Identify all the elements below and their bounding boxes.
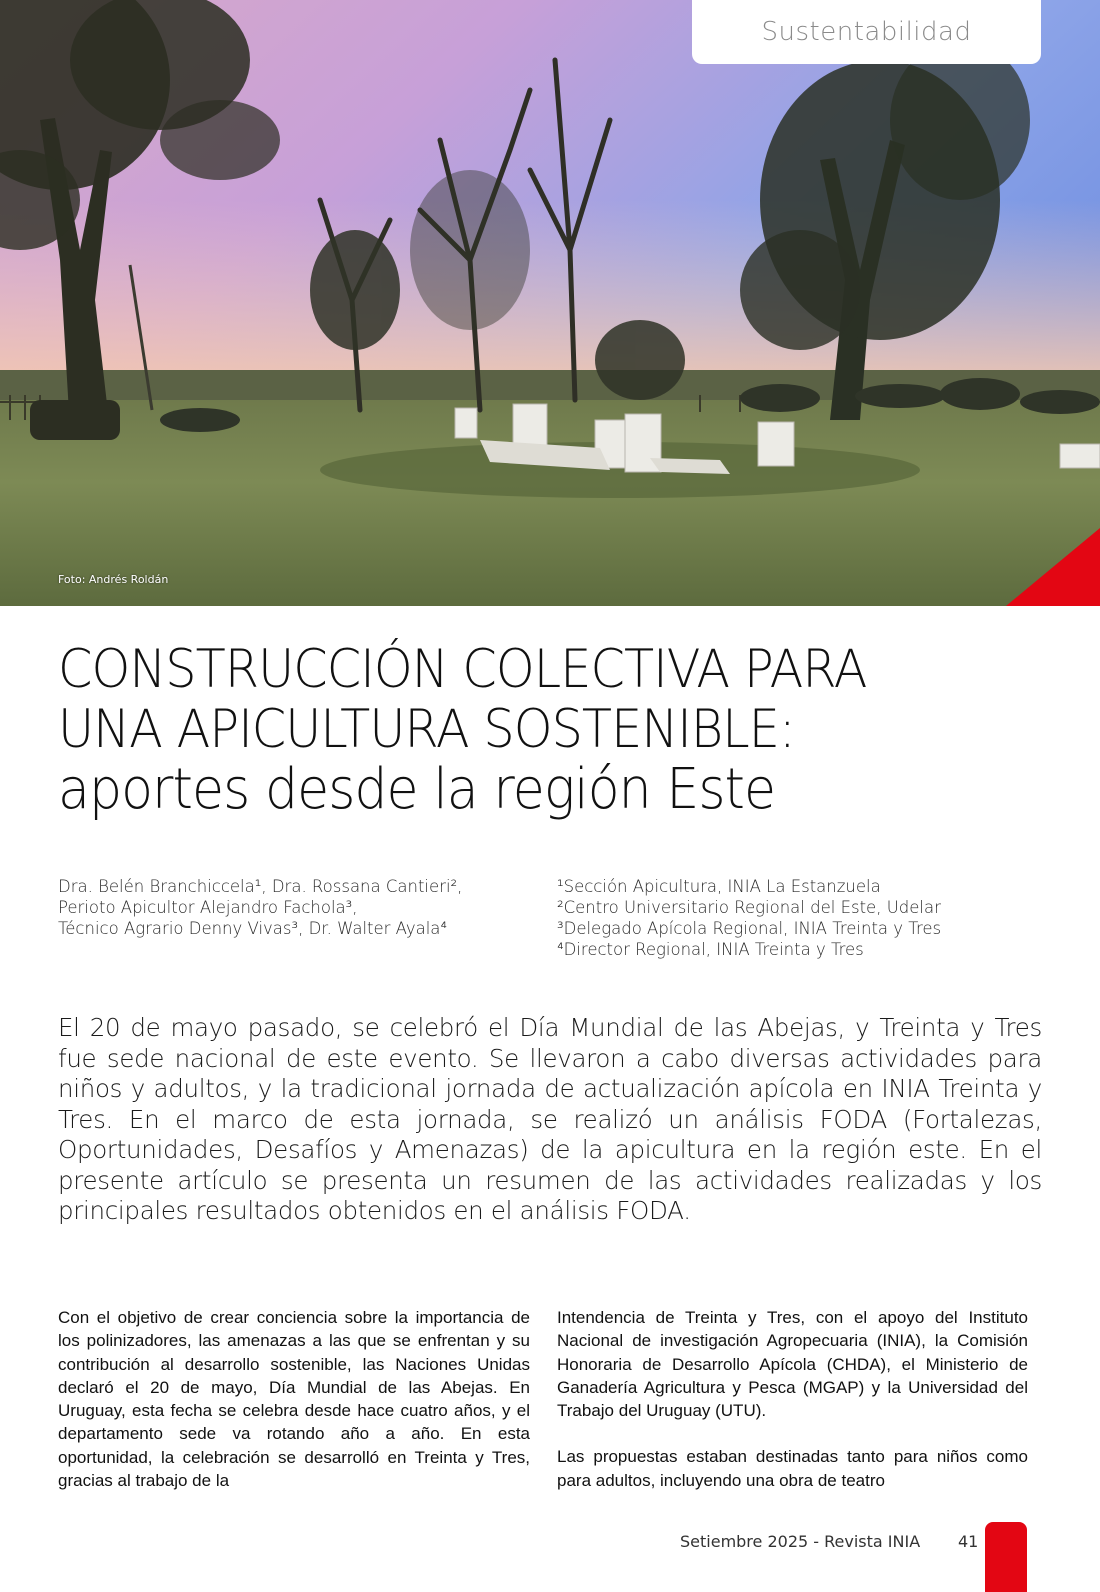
body-paragraph: Las propuestas estaban destinadas tanto para niños como para adultos, incluyendo una obra de teatro <box>557 1447 1028 1490</box>
photo-credit: Foto: Andrés Roldán <box>58 573 169 586</box>
title-line-2: UNA APICULTURA SOSTENIBLE: <box>58 699 795 760</box>
hero-photo-illustration <box>0 0 1100 606</box>
body-paragraph: Intendencia de Treinta y Tres, con el apoyo del Instituto Nacional de investigación Agropecuaria (INIA), la Comisión Honoraria de Desarrollo Apícola (CHDA), el Ministerio de Ganadería Agricultura y Pesca (MGAP) y la Universidad del Trabajo del Uruguay (UTU). <box>557 1308 1028 1421</box>
article-title <box>58 640 988 820</box>
section-label: Sustentabilidad <box>692 0 1041 64</box>
author-line: Perioto Apicultor Alejandro Fachola³, <box>58 898 358 917</box>
author-list <box>58 876 498 939</box>
page-tab-accent <box>985 1522 1027 1592</box>
affiliation-line: ³Delegado Apícola Regional, INIA Treinta y Tres <box>557 919 942 938</box>
author-line: Dra. Belén Branchiccela¹, Dra. Rossana Cantieri², <box>58 877 463 896</box>
affiliation-line: ¹Sección Apicultura, INIA La Estanzuela <box>557 877 881 896</box>
title-line-1: CONSTRUCCIÓN COLECTIVA PARA <box>58 639 867 700</box>
lead-paragraph: El 20 de mayo pasado, se celebró el Día Mundial de las Abejas, y Treinta y Tres fue sede nacional de este evento. Se llevaron a cabo diversas actividades para niños y adultos, y la tradicional jornada de actualización apícola en INIA Treinta y Tres. En el marco de esta jornada, se realizó un análisis FODA (Fortalezas, Oportunidades, Desafíos y Amenazas) de la apicultura en la región este. En el presente artículo se presenta un resumen de las actividades realizadas y los principales resultados obtenidos en el análisis FODA. <box>58 1013 1042 1225</box>
affiliation-line: ⁴Director Regional, INIA Treinta y Tres <box>557 940 864 959</box>
affiliation-list <box>557 876 1037 960</box>
body-column-left <box>58 1306 530 1515</box>
red-corner-accent <box>1006 528 1100 606</box>
affiliation-line: ²Centro Universitario Regional del Este, Udelar <box>557 898 941 917</box>
hero-photo <box>0 0 1100 606</box>
body-paragraph: Con el objetivo de crear conciencia sobre la importancia de los polinizadores, las amenazas a las que se enfrentan y su contribución al desarrollo sostenible, las Naciones Unidas declaró el 20 de mayo, Día Mundial de las Abejas. En Uruguay, esta fecha se celebra desde hace cuatro años, y el departamento sede va rotando año a año. En esta oportunidad, la celebración se desarrolló en Treinta y Tres, gracias al trabajo de la <box>58 1308 530 1491</box>
body-column-right <box>557 1306 1028 1515</box>
author-line: Técnico Agrario Denny Vivas³, Dr. Walter Ayala⁴ <box>58 919 448 938</box>
page-number: 41 <box>958 1532 979 1551</box>
footer-issue: Setiembre 2025 - Revista INIA <box>680 1532 921 1551</box>
title-subtitle: aportes desde la región Este <box>58 757 776 822</box>
